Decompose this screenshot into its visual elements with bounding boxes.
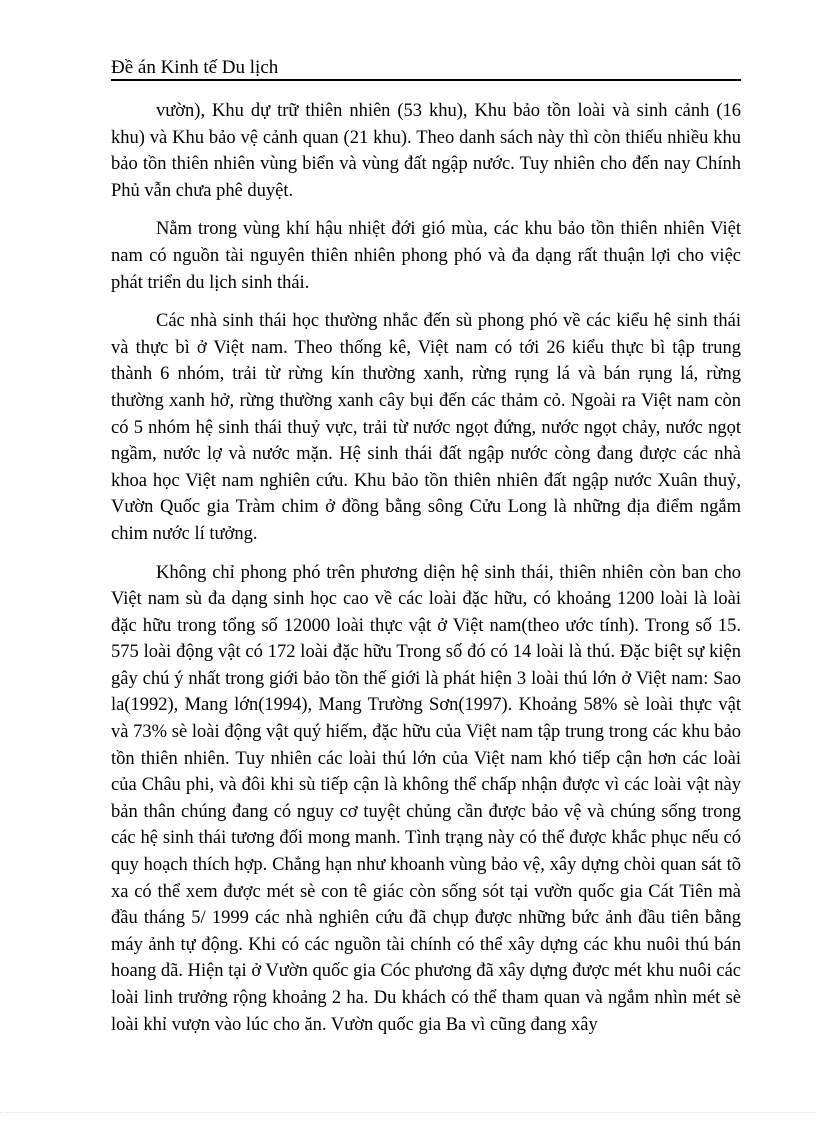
paragraph-1: vườn), Khu dự trữ thiên nhiên (53 khu), Khu bảo tồn loài và sinh cảnh (16 khu) và Khu bảo vệ cảnh quan (21 khu). Theo danh sách này thì còn thiếu nhiều khu bảo tồn thiên nhiên vùng biển và vùng đất ngập nước. Tuy nhiên cho đến nay Chính Phủ vẫn chưa phê duyệt. (111, 101, 741, 201)
page-header-title: Đề án Kinh tế Du lịch (111, 57, 279, 78)
document-body (111, 98, 741, 1050)
header-divider (111, 79, 741, 81)
paragraph-2: Nằm trong vùng khí hậu nhiệt đới gió mùa, các khu bảo tồn thiên nhiên Việt nam có nguồn tài nguyên thiên nhiên phong phó và đa dạng rất thuận lợi cho việc phát triển du lịch sinh thái. (111, 219, 741, 293)
paragraph-4: Không chỉ phong phó trên phương diện hệ sinh thái, thiên nhiên còn ban cho Việt nam sù đa dạng sinh học cao về các loài đặc hữu, có khoảng 1200 loài là loài đặc hữu trong tổng số 12000 loài thực vật ở Việt nam(theo ước tính). Trong số 15. 575 loài động vật có 172 loài đặc hữu Trong số đó có 14 loài là thú. Đặc biệt sự kiện gây chú ý nhất trong giới bảo tồn thế giới là phát hiện 3 loài thú lớn ở Việt nam: Sao la(1992), Mang lớn(1994), Mang Trường Sơn(1997). Khoảng 58% sè loài thực vật và 73% sè loài động vật quý hiếm, đặc hữu của Việt nam tập trung trong các khu bảo tồn thiên nhiên. Tuy nhiên các loài thú lớn của Việt nam khó tiếp cận hơn các loài của Châu phi, và đôi khi sù tiếp cận là không thể chấp nhận được vì các loài vật này bản thân chúng đang có nguy cơ tuyệt chủng cần được bảo vệ và chúng sống trong các hệ sinh thái tương đối mong manh. Tình trạng này có thể được khắc phục nếu có quy hoạch thích hợp. Chẳng hạn như khoanh vùng bảo vệ, xây dựng chòi quan sát tõ xa có thể xem được mét sè con tê giác còn sống sót tại vườn quốc gia Cát Tiên mà đầu tháng 5/ 1999 các nhà nghiên cứu đã chụp được những bức ảnh đầu tiên bằng máy ảnh tự động. Khi có các nguồn tài chính có thể xây dựng các khu nuôi thú bán hoang dã. Hiện tại ở Vườn quốc gia Cóc phương đã xây dựng được mét khu nuôi các loài linh trưởng rộng khoảng 2 ha. Du khách có thể tham quan và ngắm nhìn mét sè loài khỉ vượn vào lúc cho ăn. Vườn quốc gia Ba vì cũng đang xây (111, 562, 741, 1035)
page-bottom-divider (0, 1112, 816, 1113)
paragraph-3: Các nhà sinh thái học thường nhắc đến sù phong phó về các kiểu hệ sinh thái và thực bì ở Việt nam. Theo thống kê, Việt nam có tới 26 kiểu thực bì tập trung thành 6 nhóm, trải từ rừng kín thường xanh, rừng rụng lá và bán rụng lá, rừng thường xanh hở, rừng thường xanh cây bụi đến các thảm cỏ. Ngoài ra Việt nam còn có 5 nhóm hệ sinh thái thuỷ vực, trải từ nước ngọt đứng, nước ngọt chảy, nước ngọt ngầm, nước lợ và nước mặn. Hệ sinh thái đất ngập nước còng đang được các nhà khoa học Việt nam nghiên cứu. Khu bảo tồn thiên nhiên đất ngập nước Xuân thuỷ, Vườn Quốc gia Tràm chim ở đồng bằng sông Cửu Long là những địa điểm ngắm chim nước lí tưởng. (111, 311, 741, 544)
